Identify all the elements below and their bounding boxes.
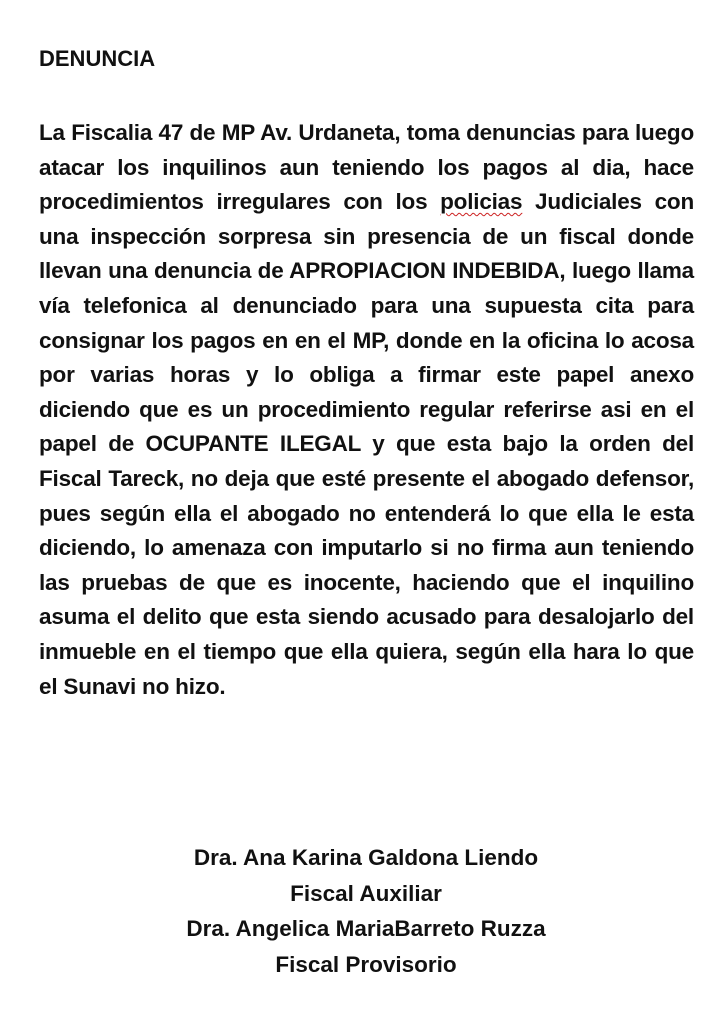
body-text-part-2: Judiciales con una inspección sorpresa sin presencia de un fiscal donde llevan una denuncia de APROPIACION INDEBIDA, luego llama vía telefonica al denunciado para una supuesta cita para consignar los pagos en en el MP, donde en la oficina lo acosa por varias horas y lo obliga a firmar este papel anexo diciendo que es un procedimiento regular referirse asi en el papel de OCUPANTE ILEGAL y que esta bajo la orden del Fiscal Tareck, no deja que esté presente el abogado defensor, pues según ella el abogado no entenderá lo que ella le esta diciendo, lo amenaza con imputarlo si no firma aun teniendo las pruebas de que es inocente, haciendo que el inquilino asuma el delito que esta siendo acusado para desalojarlo del inmueble en el tiempo que ella quiera, según ella hara lo que el Sunavi no hizo. xyxy=(39,189,695,699)
spellcheck-flagged-word: policias xyxy=(440,189,523,215)
document-title: DENUNCIA xyxy=(39,46,156,71)
signatory-role-2: Fiscal Provisorio xyxy=(275,951,457,977)
body-text-part-1: La Fiscalia 47 de MP Av. Urdaneta, toma denuncias para luego atacar los inquilinos aun teniendo los pagos al dia, hace procedimientos irregulares con los xyxy=(39,120,694,215)
complaint-body xyxy=(39,116,694,704)
signature-block xyxy=(0,840,720,982)
signatory-name-1: Dra. Ana Karina Galdona Liendo xyxy=(193,845,539,870)
signatory-name-2: Dra. Angelica MariaBarreto Ruzza xyxy=(186,916,546,941)
signatory-role-1: Fiscal Auxiliar xyxy=(290,880,442,906)
